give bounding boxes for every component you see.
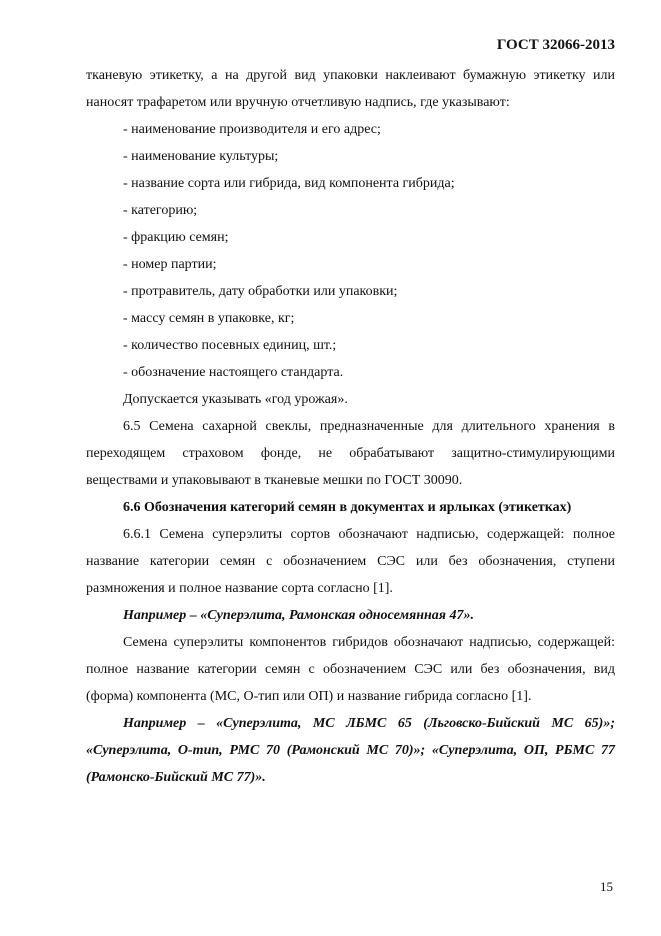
example-1: Например – «Суперэлита, Рамонская односемянная 47». [123,608,474,623]
page-header: ГОСТ 32066-2013 [496,37,615,53]
intro-paragraph: тканевую этикетку, а на другой вид упаковки наклеивают бумажную этикетку или наносят трафаретом или вручную отчетливую надпись, где указывают: [86,68,615,110]
example-2: Например – «Суперэлита, МС ЛБМС 65 (Льговско-Бийский МС 65)»; «Суперэлита, О-тип, РМС 70 (Рамонский МС 70)»; «Суперэлита, ОП, РБМС 77 (Рамонско-Бийский МС 77)». [86,716,615,785]
document-body [86,62,615,791]
list-item: - протравитель, дату обработки или упаковки; [123,284,398,299]
list-item: - название сорта или гибрида, вид компонента гибрида; [123,176,455,191]
list-item: - массу семян в упаковке, кг; [123,311,295,326]
list-item: - наименование культуры; [123,149,279,164]
list-item: - категорию; [123,203,198,218]
list-item: - номер партии; [123,257,217,272]
paragraph-6-5: 6.5 Семена сахарной свеклы, предназначенные для длительного хранения в переходящем страховом фонде, не обрабатывают защитно-стимулирующими веществами и упаковывают в тканевые мешки по ГОСТ 30090. [86,419,615,488]
list-item: - количество посевных единиц, шт.; [123,338,337,353]
paragraph-6-6-1: 6.6.1 Семена суперэлиты сортов обозначают надписью, содержащей: полное название категории семян с обозначением СЭС или без обозначения, ступени размножения и полное название сорта согласно [1]. [86,527,615,596]
allowed-note: Допускается указывать «год урожая». [123,392,348,407]
section-heading-6-6: 6.6 Обозначения категорий семян в документах и ярлыках (этикетках) [123,500,572,515]
list-item: - обозначение настоящего стандарта. [123,365,344,380]
list-item: - наименование производителя и его адрес; [123,122,381,137]
list-item: - фракцию семян; [123,230,229,245]
paragraph-hybrid-components: Семена суперэлиты компонентов гибридов обозначают надписью, содержащей: полное название категории семян с обозначением СЭС или без обозначения, вид (форма) компонента (МС, О-тип или ОП) и название гибрида согласно [1]. [86,635,615,704]
page-number: 15 [600,879,613,894]
